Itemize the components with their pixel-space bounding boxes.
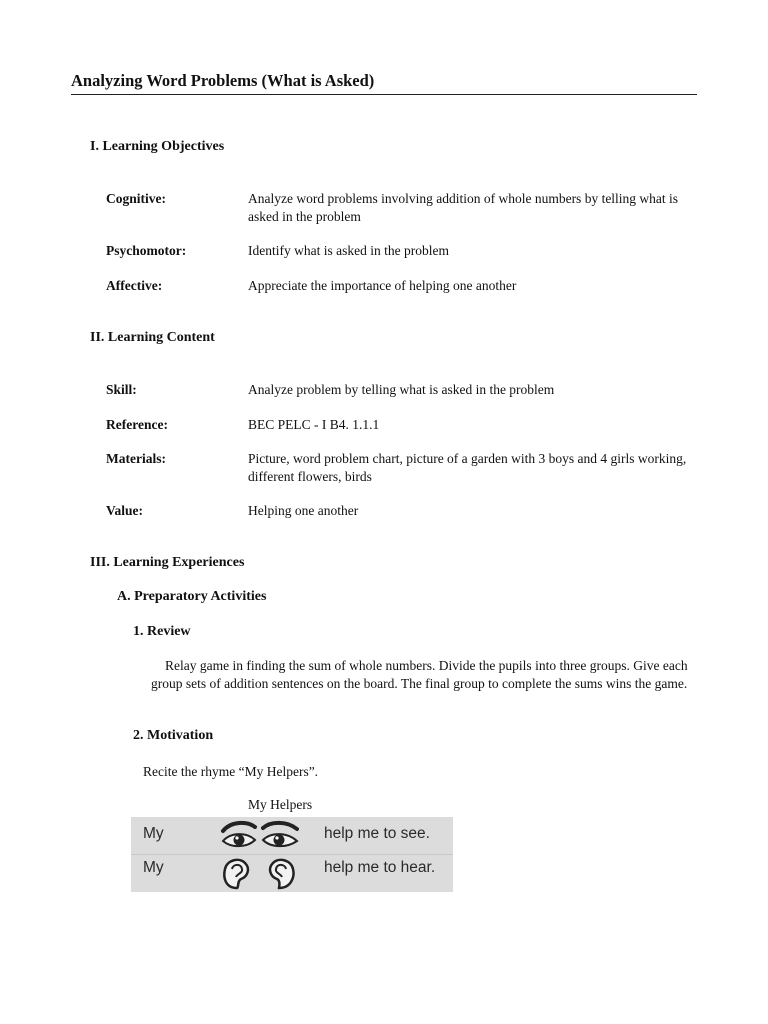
- reference-value: BEC PELC - I B4. 1.1.1: [248, 417, 380, 432]
- rhyme-line2-end: help me to hear.: [324, 859, 436, 876]
- affective-value: Appreciate the importance of helping one another: [248, 278, 517, 293]
- cognitive-value: Analyze word problems involving addition of whole numbers by telling what is asked in the problem: [248, 191, 679, 224]
- preparatory-activities-heading: A. Preparatory Activities: [117, 589, 267, 604]
- review-heading: 1. Review: [133, 624, 191, 639]
- rhyme-line2-start: My: [143, 859, 164, 876]
- motivation-text: Recite the rhyme “My Helpers”.: [143, 764, 319, 779]
- section-objectives-heading: I. Learning Objectives: [90, 139, 225, 154]
- skill-label: Skill:: [106, 382, 137, 397]
- psychomotor-label: Psychomotor:: [106, 243, 187, 258]
- section-content-heading: II. Learning Content: [90, 330, 215, 345]
- materials-label: Materials:: [106, 451, 166, 466]
- review-text: Relay game in finding the sum of whole numbers. Divide the pupils into three groups. Give each group sets of addition sentences on the board. The final group to complete the sums wins the game.: [151, 658, 688, 691]
- affective-label: Affective:: [106, 278, 163, 293]
- rhyme-line1-end: help me to see.: [324, 825, 430, 842]
- psychomotor-value: Identify what is asked in the problem: [248, 243, 449, 258]
- title-underline: [71, 94, 697, 95]
- ears-icon: [217, 855, 303, 891]
- eyes-icon: [217, 819, 303, 853]
- skill-value: Analyze problem by telling what is asked in the problem: [248, 382, 555, 397]
- reference-label: Reference:: [106, 417, 168, 432]
- rhyme-line1-start: My: [143, 825, 164, 842]
- page-title: Analyzing Word Problems (What is Asked): [71, 71, 375, 90]
- value-value: Helping one another: [248, 503, 359, 518]
- cognitive-label: Cognitive:: [106, 191, 166, 206]
- rhyme-picture: [131, 817, 453, 892]
- poem-title: My Helpers: [248, 797, 313, 812]
- materials-value: Picture, word problem chart, picture of a garden with 3 boys and 4 girls working, different flowers, birds: [248, 451, 687, 484]
- section-experiences-heading: III. Learning Experiences: [90, 555, 245, 570]
- motivation-heading: 2. Motivation: [133, 728, 214, 743]
- value-label: Value:: [106, 503, 144, 518]
